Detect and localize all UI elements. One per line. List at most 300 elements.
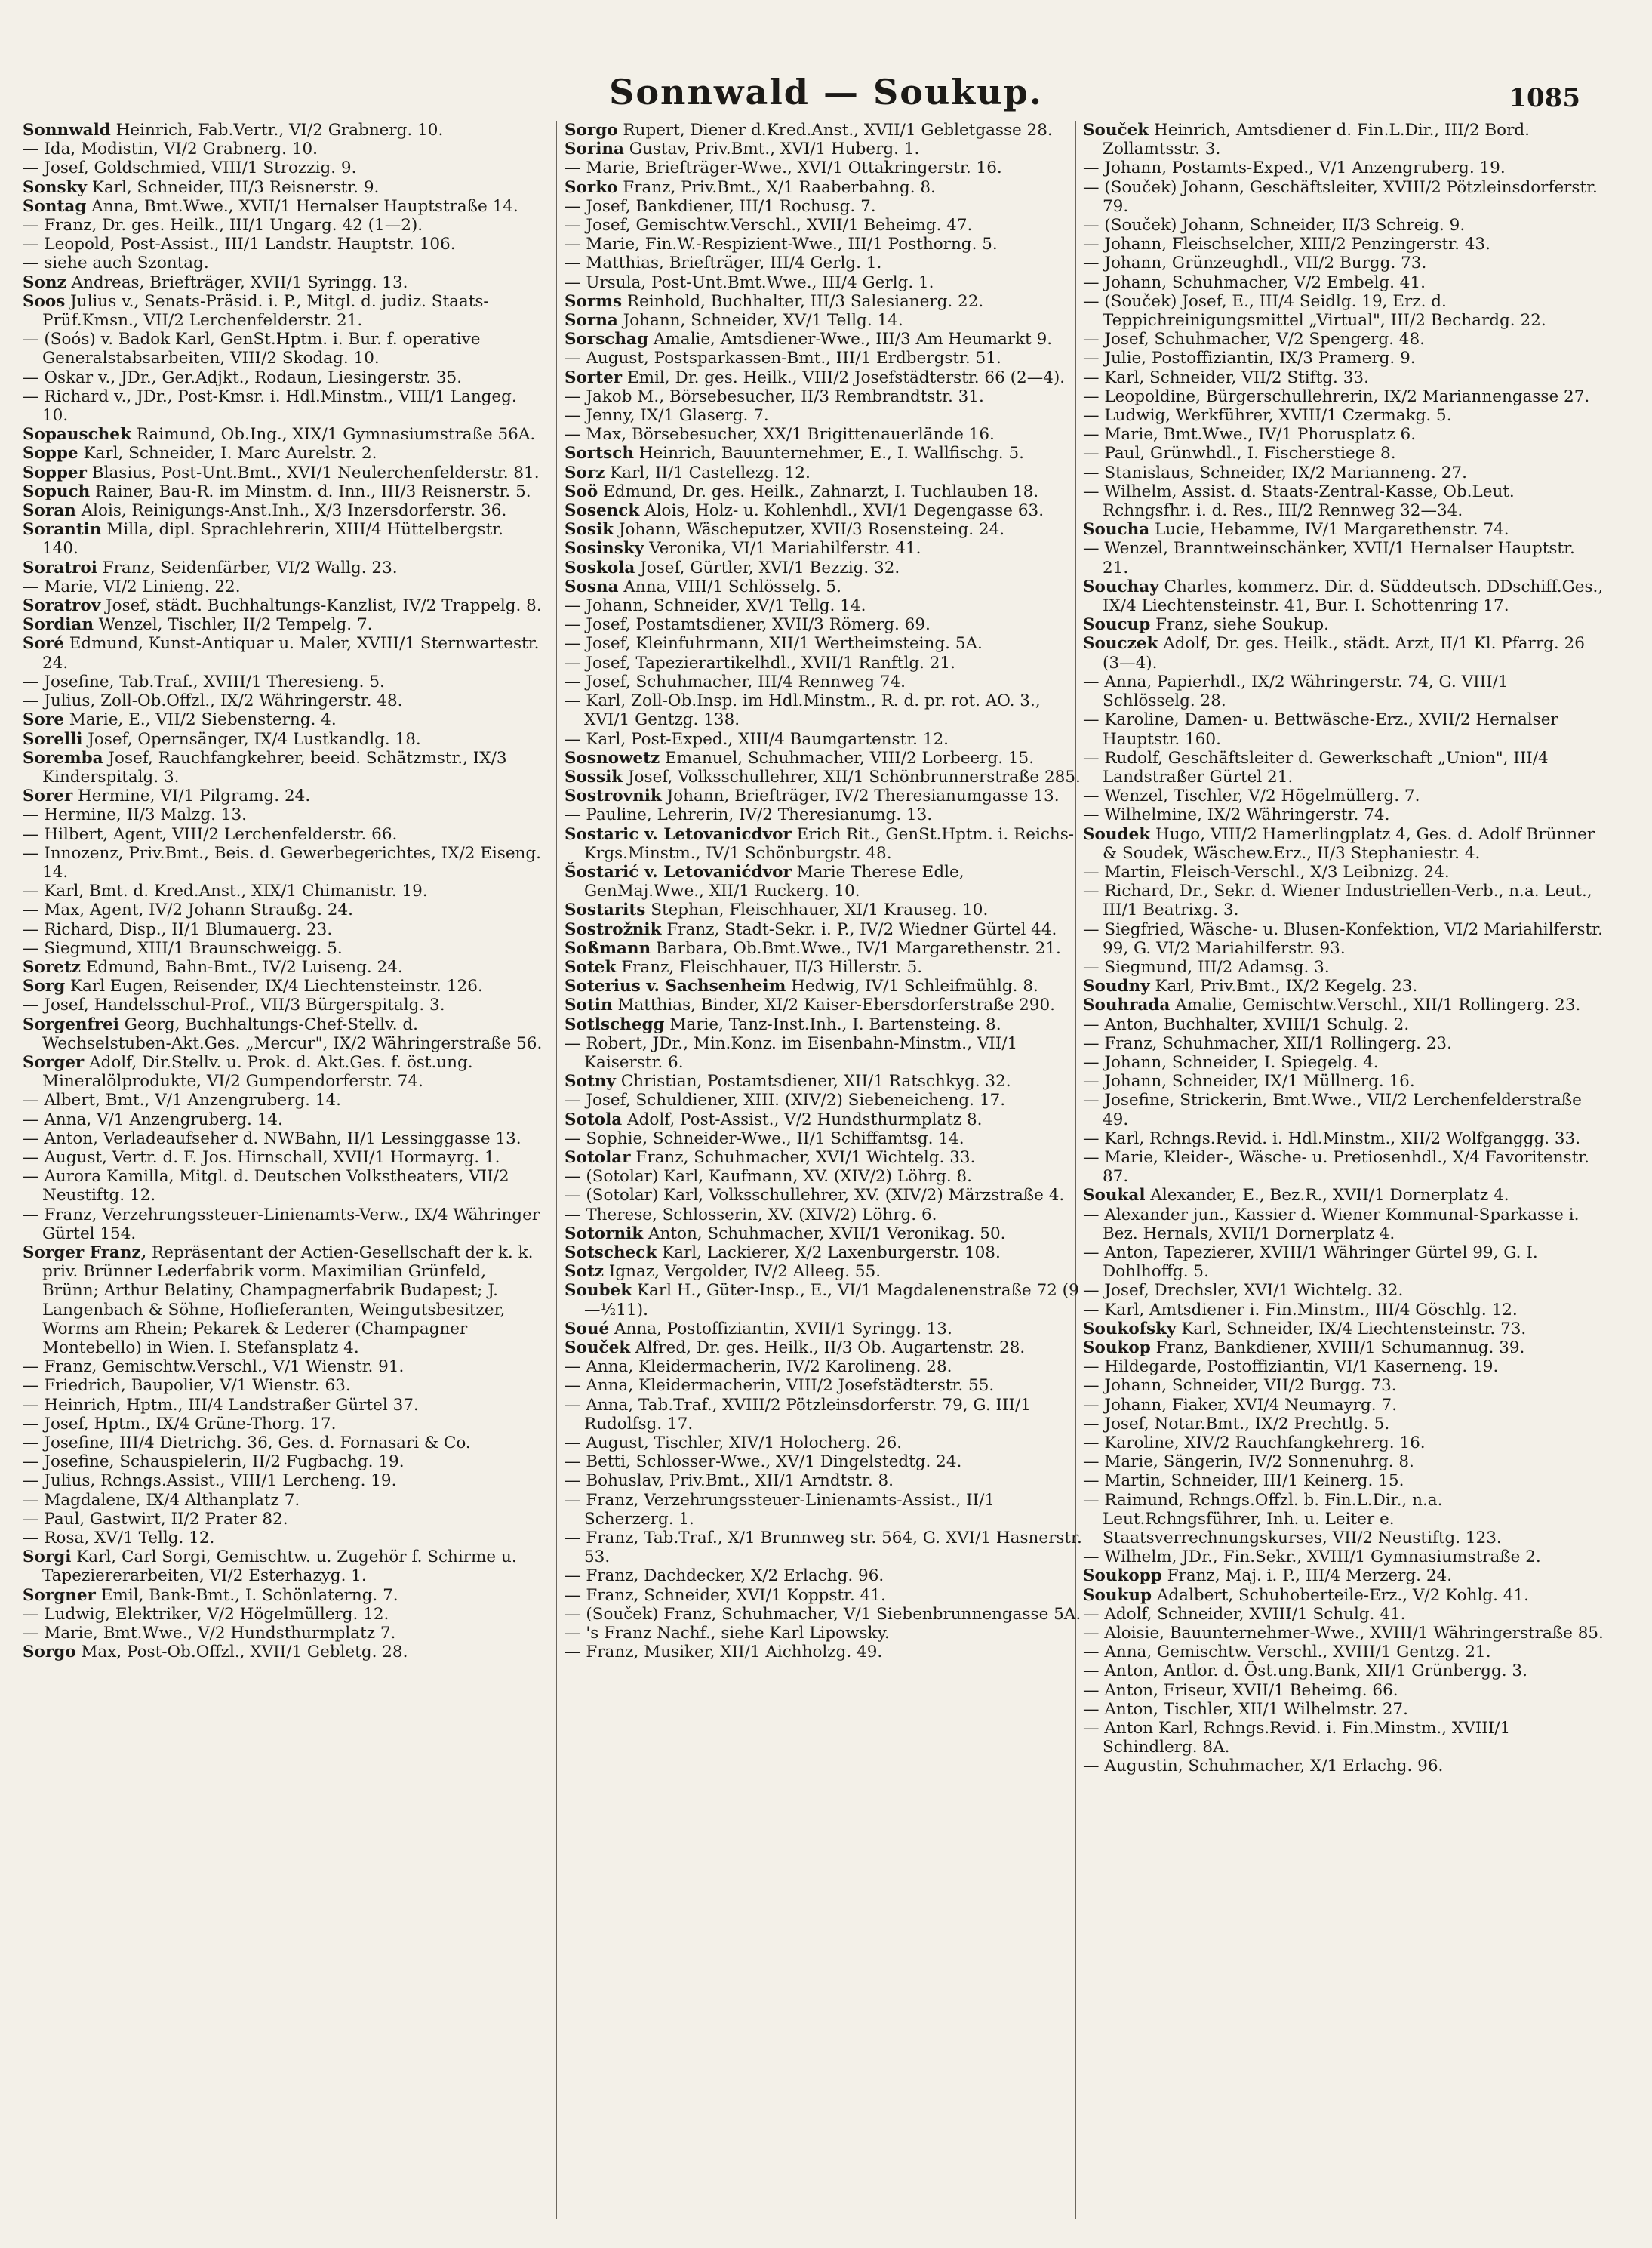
entry-details: — Karoline, XIV/2 Rauchfangkehrerg. 16.: [1083, 1433, 1426, 1453]
entry-surname: Sorg: [23, 977, 66, 996]
entry-details: — Anna, Gemischtw. Verschl., XVIII/1 Gentzg. 21.: [1083, 1643, 1491, 1662]
entry-details: — Franz, Tab.Traf., X/1 Brunnweg str. 564, G. XVI/1 Hasnerstr. 53.: [565, 1529, 1082, 1567]
entry-details: — Siegfried, Wäsche- u. Blusen-Konfektion, VI/2 Mariahilferstr. 99, G. VI/2 Mariahilferstr. 93.: [1083, 919, 1603, 958]
entry-surname: Soppe: [23, 444, 78, 463]
entry-details: Hugo, VIII/2 Hamerlingplatz 4, Ges. d. Adolf Brünner & Soudek, Wäschew.Erz., II/3 Stephaniestr. 4.: [1103, 824, 1595, 863]
directory-entry: [565, 1529, 1085, 1566]
directory-entry: [565, 1148, 1085, 1167]
directory-entry: [23, 463, 543, 482]
entry-details: — (Sotolar) Karl, Volksschullehrer, XV. (XIV/2) Märzstraße 4.: [565, 1186, 1065, 1206]
directory-entry: [565, 482, 1085, 501]
directory-entry: [23, 920, 543, 939]
directory-entry: [23, 1110, 543, 1129]
entry-details: Karl, Lackierer, X/2 Laxenburgerstr. 108.: [657, 1243, 1001, 1262]
directory-entry: [565, 1433, 1085, 1452]
entry-details: Johann, Schneider, XV/1 Tellg. 14.: [617, 311, 903, 331]
directory-entry: [23, 520, 543, 558]
entry-details: — Innozenz, Priv.Bmt., Beis. d. Gewerbegerichtes, IX/2 Eiseng. 14.: [23, 843, 541, 882]
entry-surname: Sonsky: [23, 177, 87, 197]
entry-details: Stephan, Fleischhauer, XI/1 Krauseg. 10.: [645, 901, 989, 920]
entry-details: — Aloisie, Bauunternehmer-Wwe., XVIII/1 Währingerstraße 85.: [1083, 1624, 1604, 1643]
directory-entry: [565, 596, 1085, 615]
entry-surname: Sortsch: [565, 444, 634, 463]
directory-entry: [1083, 1586, 1604, 1605]
entry-details: — Augustin, Schuhmacher, X/1 Erlachg. 96.: [1083, 1757, 1444, 1776]
directory-entry: [565, 178, 1085, 197]
directory-entry: [1083, 273, 1604, 292]
directory-entry: [1083, 1148, 1604, 1186]
entry-surname: Sotolar: [565, 1147, 631, 1167]
directory-entry: [565, 425, 1085, 444]
directory-entry: [23, 673, 543, 691]
entry-surname: Sosna: [565, 577, 619, 596]
page-number: 1085: [1509, 83, 1580, 113]
entry-details: — Johann, Schneider, VII/2 Burgg. 73.: [1083, 1376, 1397, 1396]
directory-entry: [1083, 178, 1604, 216]
directory-entry: [23, 1643, 543, 1661]
entry-details: — August, Postsparkassen-Bmt., III/1 Erdbergstr. 51.: [565, 349, 1001, 368]
entry-details: Barbara, Ob.Bmt.Wwe., IV/1 Margarethenstr. 21.: [651, 938, 1061, 958]
entry-surname: Sorer: [23, 787, 73, 806]
entry-details: Marie, Tanz-Inst.Inh., I. Bartensteing. 8.: [664, 1015, 1001, 1034]
entry-details: — Johann, Schuhmacher, V/2 Embelg. 41.: [1083, 273, 1426, 292]
entry-details: — Josefine, Schauspielerin, II/2 Fugbachg. 19.: [23, 1452, 405, 1472]
directory-entry: [1083, 216, 1604, 235]
entry-details: — Anna, Tab.Traf., XVIII/2 Pötzleinsdorferstr. 79, G. III/1 Rudolfsg. 17.: [565, 1395, 1031, 1433]
entry-details: Hedwig, IV/1 Schleifmühlg. 8.: [786, 977, 1038, 996]
entry-surname: Sorschag: [565, 330, 648, 350]
directory-entry: [565, 368, 1085, 387]
entry-details: Alois, Reinigungs-Anst.Inh., X/3 Inzersdorferstr. 36.: [75, 501, 507, 521]
entry-surname: Sorantin: [23, 520, 102, 540]
entry-details: — Julius, Zoll-Ob.Offzl., IX/2 Währingerstr. 48.: [23, 691, 403, 711]
directory-entry: [23, 159, 543, 177]
entry-details: — August, Vertr. d. F. Jos. Hirnschall, XVII/1 Hormayrg. 1.: [23, 1147, 500, 1167]
directory-entry: [1083, 825, 1604, 863]
entry-surname: Sotek: [565, 957, 617, 977]
entry-surname: Soran: [23, 501, 76, 521]
entry-surname: Sorter: [565, 368, 623, 387]
directory-entry: [1083, 615, 1604, 634]
directory-entry: [23, 901, 543, 919]
directory-entry: [23, 1510, 543, 1529]
entry-details: — Josef, Goldschmied, VIII/1 Strozzig. 9.: [23, 159, 357, 178]
entry-details: Franz, Stadt-Sekr. i. P., IV/2 Wiedner Gürtel 44.: [661, 919, 1057, 939]
directory-entry: [565, 615, 1085, 634]
directory-entry: [565, 1357, 1085, 1376]
entry-surname: Sorger: [23, 1052, 85, 1072]
directory-entry: [1083, 482, 1604, 520]
entry-details: — Josef, Gemischtw.Verschl., XVII/1 Beheimg. 47.: [565, 216, 973, 236]
directory-entry: [23, 1471, 543, 1490]
directory-entry: [23, 596, 543, 615]
directory-entry: [1083, 444, 1604, 463]
directory-entry: [565, 1320, 1085, 1338]
entry-details: Franz, Fleischhauer, II/3 Hillerstr. 5.: [616, 957, 923, 977]
entry-details: — 's Franz Nachf., siehe Karl Lipowsky.: [565, 1624, 890, 1643]
directory-entry: [1083, 387, 1604, 406]
directory-entry: [23, 501, 543, 520]
directory-entry: [23, 996, 543, 1015]
directory-entry: [1083, 1281, 1604, 1300]
directory-entry: [1083, 159, 1604, 177]
entry-surname: Soué: [565, 1319, 610, 1338]
directory-entry: [23, 1243, 543, 1357]
entry-details: — Sophie, Schneider-Wwe., II/1 Schiffamtsg. 14.: [565, 1129, 964, 1148]
entry-details: Josef, Opernsänger, IX/4 Lustkandlg. 18.: [82, 729, 421, 749]
directory-entry: [1083, 1757, 1604, 1775]
entry-surname: Sosenck: [565, 501, 640, 521]
entry-surname: Sotornik: [565, 1224, 644, 1243]
entry-surname: Sopper: [23, 463, 87, 482]
directory-entry: [1083, 1053, 1604, 1072]
entry-details: Emil, Dr. ges. Heilk., VIII/2 Josefstädterstr. 66 (2—4).: [622, 368, 1066, 387]
entry-details: — Max, Börsebesucher, XX/1 Brigittenauerlände 16.: [565, 425, 995, 445]
directory-entry: [565, 140, 1085, 159]
entry-details: — Anna, Kleidermacherin, IV/2 Karolineng. 28.: [565, 1357, 952, 1377]
entry-details: Andreas, Briefträger, XVII/1 Syringg. 13.: [66, 273, 408, 292]
entry-surname: Soterius v. Sachsenheim: [565, 977, 786, 996]
entry-details: — Wilhelmine, IX/2 Währingerstr. 74.: [1083, 805, 1390, 825]
entry-details: — Josef, Drechsler, XVI/1 Wichtelg. 32.: [1083, 1281, 1404, 1301]
directory-entry: [1083, 1129, 1604, 1148]
directory-entry: [565, 1262, 1085, 1281]
entry-surname: Sore: [23, 710, 64, 730]
directory-entry: [565, 730, 1085, 749]
directory-entry: [23, 482, 543, 501]
directory-entry: [23, 1148, 543, 1167]
entry-details: — Josef, Schuhmacher, III/4 Rennweg 74.: [565, 672, 906, 691]
entry-surname: Soö: [565, 482, 598, 501]
entry-details: — Ursula, Post-Unt.Bmt.Wwe., III/4 Gerlg. 1.: [565, 273, 934, 292]
entry-details: Georg, Buchhaltungs-Chef-Stellv. d. Wechselstuben-Akt.Ges. „Mercur", IX/2 Währingerstraße 56.: [42, 1015, 543, 1053]
entry-details: — Hilbert, Agent, VIII/2 Lerchenfelderstr. 66.: [23, 824, 398, 844]
directory-entry: [1083, 710, 1604, 748]
entry-surname: Soukop: [1083, 1338, 1151, 1357]
directory-entry: [1083, 1243, 1604, 1281]
directory-entry: [1083, 1719, 1604, 1757]
entry-details: Rainer, Bau-R. im Minstm. d. Inn., III/3 Reisnerstr. 5.: [90, 482, 531, 501]
directory-entry: [565, 977, 1085, 996]
entry-details: — Franz, Dr. ges. Heilk., III/1 Ungarg. 42 (1—2).: [23, 216, 423, 236]
entry-details: Charles, kommerz. Dir. d. Süddeutsch. DDschiff.Ges., IX/4 Liechtensteinstr. 41, Bur. I. Schottenring 17.: [1103, 577, 1604, 616]
entry-details: — (Souček) Josef, E., III/4 Seidlg. 19, Erz. d. Teppichreinigungsmittel „Virtual", III/2 Bechardg. 22.: [1083, 291, 1546, 331]
entry-details: — Johann, Schneider, XV/1 Tellg. 14.: [565, 596, 866, 616]
entry-details: Adolf, Dir.Stellv. u. Prok. d. Akt.Ges. f. öst.ung. Mineralölprodukte, VI/2 Gumpendorferstr. 74.: [42, 1052, 473, 1092]
directory-entry: [23, 273, 543, 292]
entry-details: — Hildegarde, Postoffiziantin, VI/1 Kaserneng. 19.: [1083, 1357, 1499, 1377]
directory-entry: [23, 710, 543, 729]
entry-surname: Soré: [23, 634, 64, 654]
entry-details: — Franz, Schuhmacher, XII/1 Rollingerg. 23.: [1083, 1033, 1452, 1053]
directory-entry: [565, 292, 1085, 311]
entry-surname: Sotz: [565, 1262, 605, 1282]
entry-surname: Sopuch: [23, 482, 91, 501]
directory-entry: [23, 1357, 543, 1376]
entry-details: Erich Rit., GenSt.Hptm. i. Reichs-Krgs.Minstm., IV/1 Schönburgstr. 48.: [584, 824, 1075, 863]
entry-details: — Jakob M., Börsebesucher, II/3 Rembrandtstr. 31.: [565, 386, 984, 406]
entry-details: — Johann, Grünzeughdl., VII/2 Burgg. 73.: [1083, 254, 1427, 273]
entry-details: — Anton, Friseur, XVII/1 Beheimg. 66.: [1083, 1680, 1398, 1700]
directory-entry: [1083, 425, 1604, 444]
directory-entry: [1083, 673, 1604, 710]
directory-entry: [1083, 1396, 1604, 1415]
directory-entry: [1083, 1433, 1604, 1452]
directory-entry: [23, 425, 543, 444]
directory-entry: [1083, 1015, 1604, 1034]
entry-details: Adalbert, Schuhoberteile-Erz., V/2 Kohlg. 41.: [1152, 1585, 1529, 1605]
directory-entry: [1083, 1186, 1604, 1205]
directory-entry: [1083, 1661, 1604, 1680]
directory-entry: [1083, 539, 1604, 577]
directory-entry: [565, 673, 1085, 691]
entry-details: — Leopoldine, Bürgerschullehrerin, IX/2 Mariannengasse 27.: [1083, 386, 1590, 406]
entry-surname: Sorko: [565, 177, 618, 197]
entry-details: Anton, Schuhmacher, XVII/1 Veronikag. 50.: [643, 1224, 1006, 1243]
directory-entry: [1083, 882, 1604, 919]
entry-details: — Anton, Antlor. d. Öst.ung.Bank, XII/1 Grünbergg. 3.: [1083, 1661, 1527, 1681]
entry-surname: Souhrada: [1083, 996, 1171, 1015]
entry-details: — Anna, Papierhdl., IX/2 Währingerstr. 74, G. VIII/1 Schlösselg. 28.: [1083, 672, 1509, 711]
directory-entry: [23, 1529, 543, 1547]
directory-entry: [565, 1129, 1085, 1148]
directory-entry: [1083, 1301, 1604, 1320]
directory-entry: [1083, 1566, 1604, 1585]
entry-details: — Martin, Schneider, III/1 Keinerg. 15.: [1083, 1471, 1404, 1491]
directory-column-2: [565, 121, 1085, 2227]
entry-details: Heinrich, Bauunternehmer, E., I. Wallfischg. 5.: [633, 444, 1024, 463]
entry-surname: Soratrov: [23, 596, 101, 616]
entry-surname: Sostaric v. Letovanicdvor: [565, 824, 792, 844]
directory-entry: [565, 920, 1085, 939]
entry-details: — Johann, Postamts-Exped., V/1 Anzengruberg. 19.: [1083, 159, 1506, 178]
directory-entry: [1083, 1547, 1604, 1566]
entry-details: Ignaz, Vergolder, IV/2 Alleeg. 55.: [604, 1262, 881, 1282]
directory-entry: [23, 1129, 543, 1148]
directory-entry: [23, 1091, 543, 1110]
entry-details: Reinhold, Buchhalter, III/3 Salesianerg. 22.: [622, 291, 984, 311]
entry-details: — (Souček) Johann, Schneider, II/3 Schreig. 9.: [1083, 216, 1466, 236]
entry-details: — (Sotolar) Karl, Kaufmann, XV. (XIV/2) Löhrg. 8.: [565, 1167, 973, 1187]
entry-details: — Richard, Disp., II/1 Blumauerg. 23.: [23, 919, 333, 939]
directory-entry: [565, 1471, 1085, 1490]
entry-details: — Karl, Bmt. d. Kred.Anst., XIX/1 Chimanistr. 19.: [23, 882, 428, 901]
directory-entry: [565, 216, 1085, 235]
directory-entry: [23, 634, 543, 672]
entry-details: — Robert, JDr., Min.Konz. im Eisenbahn-Minstm., VII/1 Kaiserstr. 6.: [565, 1033, 1018, 1072]
entry-surname: Soucha: [1083, 520, 1150, 540]
directory-entry: [23, 1167, 543, 1205]
entry-details: — Josefine, Tab.Traf., XVIII/1 Theresieng. 5.: [23, 672, 385, 691]
directory-entry: [23, 140, 543, 159]
entry-details: Karl, II/1 Castellezg. 12.: [605, 463, 811, 482]
directory-entry: [1083, 254, 1604, 273]
directory-entry: [23, 691, 543, 710]
entry-details: Gustav, Priv.Bmt., XVI/1 Huberg. 1.: [623, 140, 920, 159]
directory-entry: [23, 825, 543, 844]
directory-entry: [23, 1605, 543, 1624]
directory-entry: [565, 1167, 1085, 1186]
directory-entry: [565, 121, 1085, 140]
entry-details: — (Soós) v. Badok Karl, GenSt.Hptm. i. Bur. f. operative Generalstabsarbeiten, VIII/2 Skodag. 10.: [23, 330, 481, 368]
directory-entry: [23, 1452, 543, 1471]
entry-details: — Anton Karl, Rchngs.Revid. i. Fin.Minstm., XVIII/1 Schindlerg. 8A.: [1083, 1719, 1511, 1757]
directory-entry: [565, 1605, 1085, 1624]
directory-entry: [565, 235, 1085, 254]
entry-details: — Karl, Rchngs.Revid. i. Hdl.Minstm., XII/2 Wolfganggg. 33.: [1083, 1129, 1581, 1148]
entry-details: Matthias, Binder, XI/2 Kaiser-Ebersdorferstraße 290.: [612, 996, 1055, 1015]
entry-details: Wenzel, Tischler, II/2 Tempelg. 7.: [93, 615, 373, 635]
directory-entry: [565, 805, 1085, 824]
directory-entry: [565, 768, 1085, 787]
directory-entry: [23, 749, 543, 787]
directory-entry: [565, 654, 1085, 673]
directory-entry: [1083, 121, 1604, 159]
entry-details: Milla, dipl. Sprachlehrerin, XIII/4 Hüttelbergstr. 140.: [42, 520, 503, 559]
entry-surname: Sossik: [565, 767, 623, 787]
entry-details: Emil, Bank-Bmt., I. Schönlaterng. 7.: [95, 1585, 398, 1605]
directory-entry: [565, 1643, 1085, 1661]
directory-entry: [1083, 520, 1604, 539]
directory-entry: [23, 787, 543, 805]
directory-entry: [565, 1396, 1085, 1433]
directory-entry: [23, 1624, 543, 1643]
directory-entry: [23, 254, 543, 273]
directory-entry: [565, 901, 1085, 919]
entry-details: — Karoline, Damen- u. Bettwäsche-Erz., XVII/2 Hernalser Hauptstr. 160.: [1083, 710, 1558, 749]
entry-surname: Sostrovnik: [565, 787, 662, 806]
entry-details: — Leopold, Post-Assist., III/1 Landstr. Hauptstr. 106.: [23, 235, 456, 254]
entry-details: Blasius, Post-Unt.Bmt., XVI/1 Neulerchenfelderstr. 81.: [86, 463, 540, 482]
directory-entry: [1083, 1605, 1604, 1624]
entry-details: Johann, Briefträger, IV/2 Theresianumgasse 13.: [661, 787, 1060, 806]
entry-details: — Franz, Verzehrungssteuer-Linienamts-Assist., II/1 Scherzerg. 1.: [565, 1490, 995, 1529]
directory-entry: [1083, 1376, 1604, 1395]
entry-details: — Josef, Bankdiener, III/1 Rochusg. 7.: [565, 196, 876, 216]
directory-entry: [565, 1491, 1085, 1529]
directory-entry: [23, 1547, 543, 1585]
directory-entry: [565, 1015, 1085, 1034]
directory-entry: [23, 615, 543, 634]
directory-entry: [565, 1376, 1085, 1395]
directory-entry: [23, 197, 543, 216]
directory-entry: [23, 1015, 543, 1053]
directory-entry: [565, 863, 1085, 901]
entry-details: — Josefine, III/4 Dietrichg. 36, Ges. d. Fornasari & Co.: [23, 1433, 471, 1453]
entry-surname: Soremba: [23, 748, 103, 768]
page-header-title: Sonnwald — Soukup.: [609, 72, 1043, 112]
entry-details: — Siegmund, XIII/1 Braunschweigg. 5.: [23, 938, 343, 958]
directory-entry: [1083, 863, 1604, 882]
directory-entry: [23, 1415, 543, 1433]
directory-entry: [23, 121, 543, 140]
entry-details: — Anton, Tischler, XII/1 Wilhelmstr. 27.: [1083, 1699, 1408, 1719]
directory-entry: [23, 368, 543, 387]
entry-details: — Josef, Notar.Bmt., IX/2 Prechtlg. 5.: [1083, 1414, 1390, 1433]
directory-entry: [1083, 330, 1604, 349]
directory-entry: [565, 825, 1085, 863]
directory-entry: [565, 539, 1085, 558]
directory-entry: [565, 444, 1085, 463]
directory-entry: [23, 444, 543, 463]
entry-details: — Bohuslav, Priv.Bmt., XII/1 Arndtstr. 8.: [565, 1471, 894, 1491]
entry-surname: Sotny: [565, 1072, 616, 1092]
directory-entry: [1083, 1034, 1604, 1053]
entry-surname: Sorina: [565, 140, 624, 159]
entry-details: — Anna, V/1 Anzengruberg. 14.: [23, 1110, 283, 1129]
entry-details: — Albert, Bmt., V/1 Anzengruberg. 14.: [23, 1091, 341, 1110]
directory-entry: [23, 235, 543, 254]
entry-details: — Anton, Tapezierer, XVIII/1 Währinger Gürtel 99, G. I. Dohlhoffg. 5.: [1083, 1243, 1538, 1282]
entry-details: Max, Post-Ob.Offzl., XVII/1 Gebletg. 28.: [75, 1643, 408, 1662]
entry-details: Christian, Postamtsdiener, XII/1 Ratschkyg. 32.: [615, 1072, 1011, 1092]
entry-details: Johann, Wäscheputzer, XVII/3 Rosensteing. 24.: [614, 520, 1005, 540]
entry-details: — Matthias, Briefträger, III/4 Gerlg. 1.: [565, 254, 882, 273]
entry-details: — Paul, Grünwhdl., I. Fischerstiege 8.: [1083, 444, 1396, 463]
entry-details: Josef, städt. Buchhaltungs-Kanzlist, IV/2 Trappelg. 8.: [100, 596, 542, 616]
entry-surname: Sosinsky: [565, 539, 644, 559]
entry-surname: Souček: [565, 1338, 631, 1357]
entry-details: — Heinrich, Hptm., III/4 Landstraßer Gürtel 37.: [23, 1395, 419, 1415]
directory-entry: [565, 1034, 1085, 1072]
entry-details: Franz, siehe Soukup.: [1150, 615, 1329, 635]
entry-details: Hermine, VI/1 Pilgramg. 24.: [72, 787, 311, 806]
entry-details: Adolf, Post-Assist., V/2 Hundsthurmplatz 8.: [622, 1110, 983, 1129]
directory-entry: [1083, 787, 1604, 805]
directory-entry: [1083, 368, 1604, 387]
directory-entry: [23, 805, 543, 824]
entry-details: — Rosa, XV/1 Tellg. 12.: [23, 1529, 215, 1548]
entry-surname: Sosik: [565, 520, 614, 540]
entry-details: — Raimund, Rchngs.Offzl. b. Fin.L.Dir., n.a. Leut.Rchngsführer, Inh. u. Leiter e. Staatsverrechnungskurses, VII/2 Neustiftg. 123.: [1083, 1490, 1502, 1548]
entry-details: — Johann, Fiaker, XVI/4 Neumayrg. 7.: [1083, 1395, 1397, 1415]
directory-entry: [1083, 1643, 1604, 1661]
entry-details: Amalie, Amtsdiener-Wwe., III/3 Am Heumarkt 9.: [648, 330, 1053, 350]
entry-surname: Soukal: [1083, 1186, 1146, 1206]
directory-entry: [565, 634, 1085, 653]
entry-details: Alois, Holz- u. Kohlenhdl., XVI/1 Degengasse 63.: [639, 501, 1044, 521]
entry-surname: Sonnwald: [23, 121, 111, 140]
entry-details: Karl Eugen, Reisender, IX/4 Liechtensteinstr. 126.: [65, 977, 483, 996]
entry-surname: Sorgner: [23, 1585, 96, 1605]
directory-entry: [1083, 577, 1604, 615]
directory-entry: [565, 559, 1085, 577]
directory-entry: [565, 254, 1085, 273]
directory-entry: [23, 216, 543, 235]
directory-entry: [1083, 634, 1604, 672]
entry-surname: Soukup: [1083, 1585, 1152, 1605]
entry-surname: Sorgo: [23, 1643, 76, 1662]
entry-details: Franz, Bankdiener, XVIII/1 Schumannug. 39.: [1150, 1338, 1525, 1357]
entry-details: Karl H., Güter-Insp., E., VI/1 Magdalenenstraße 72 (9—½11).: [584, 1281, 1079, 1320]
directory-entry: [23, 1376, 543, 1395]
entry-details: Heinrich, Fab.Vertr., VI/2 Grabnerg. 10.: [110, 121, 444, 140]
entry-surname: Sontag: [23, 196, 87, 216]
directory-entry: [23, 1433, 543, 1452]
directory-entry: [1083, 349, 1604, 368]
entry-details: — Josef, Schuhmacher, V/2 Spengerg. 48.: [1083, 330, 1425, 350]
entry-surname: Sorms: [565, 291, 623, 311]
entry-details: — Marie, Bmt.Wwe., IV/1 Phorusplatz 6.: [1083, 425, 1417, 445]
entry-details: Marie Therese Edle, GenMaj.Wwe., XII/1 Ruckerg. 10.: [584, 862, 964, 901]
directory-entry: [1083, 920, 1604, 958]
entry-surname: Soubek: [565, 1281, 632, 1301]
entry-details: — Richard v., JDr., Post-Kmsr. i. Hdl.Minstm., VIII/1 Langeg. 10.: [23, 386, 517, 426]
entry-surname: Sotscheck: [565, 1243, 657, 1262]
entry-surname: Souček: [1083, 121, 1149, 140]
entry-surname: Sotin: [565, 996, 613, 1015]
directory-entry: [565, 1566, 1085, 1585]
